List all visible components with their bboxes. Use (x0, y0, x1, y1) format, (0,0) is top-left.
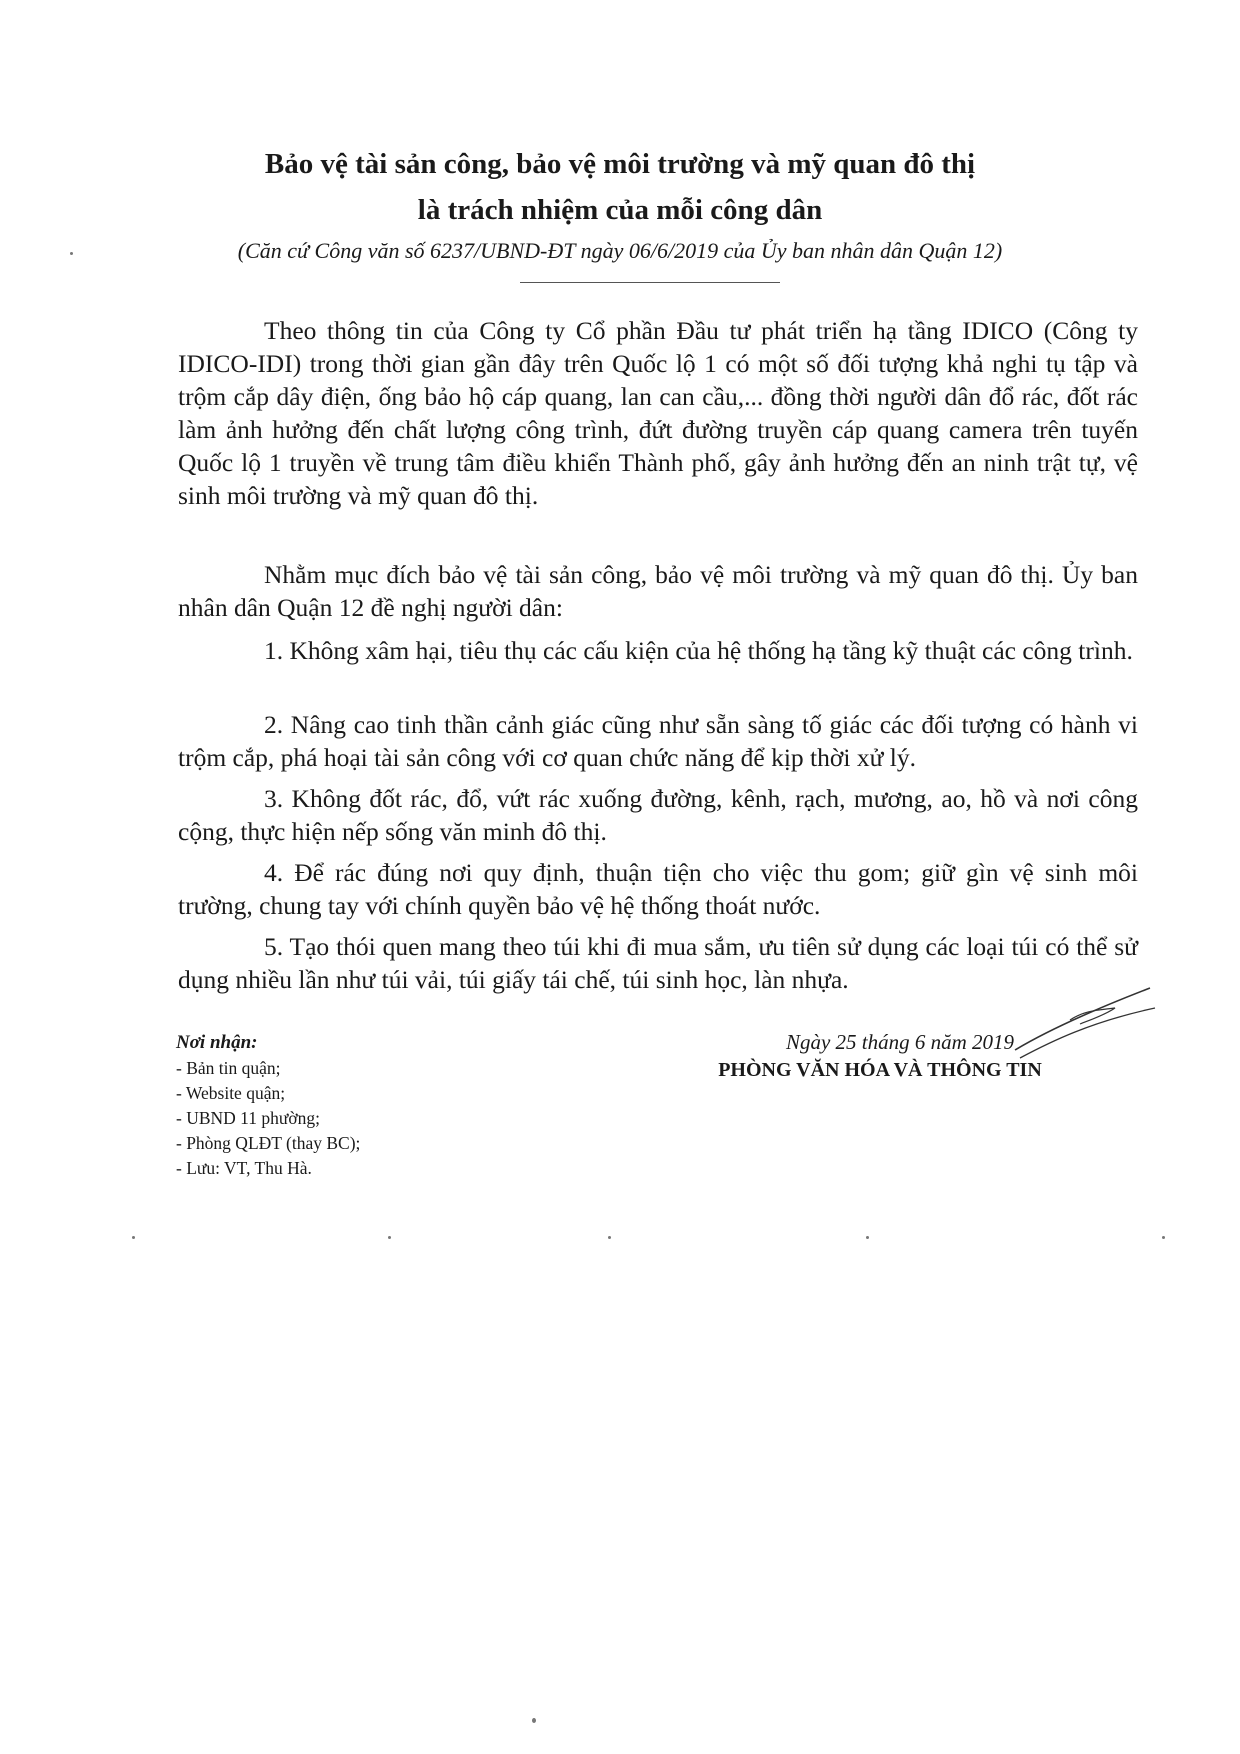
document-title-line-1: Bảo vệ tài sản công, bảo vệ môi trường và mỹ quan đô thị (264, 148, 976, 180)
recipients-block (176, 1030, 576, 1181)
recipient-line: - Phòng QLĐT (thay BC); (176, 1133, 361, 1153)
paragraph-purpose: Nhằm mục đích bảo vệ tài sản công, bảo vệ môi trường và mỹ quan đô thị. Ủy ban nhân dân Quận 12 đề nghị người dân: (178, 560, 1138, 622)
recipient-line: - Lưu: VT, Thu Hà. (176, 1158, 312, 1178)
list-item-2: 2. Nâng cao tinh thần cảnh giác cũng như sẵn sàng tố giác các đối tượng có hành vi trộm cắp, phá hoại tài sản công với cơ quan chức năng để kịp thời xử lý. (178, 710, 1138, 772)
recipient-line: - Website quận; (176, 1083, 286, 1103)
scan-speck (1162, 1236, 1165, 1239)
list-item-5: 5. Tạo thói quen mang theo túi khi đi mua sắm, ưu tiên sử dụng các loại túi có thể sử dụng nhiều lần như túi vải, túi giấy tái chế, túi sinh học, làn nhựa. (178, 932, 1138, 994)
recipients-heading: Nơi nhận: (176, 1032, 258, 1053)
scan-speck (866, 1236, 869, 1239)
handwritten-signature (1010, 980, 1160, 1070)
paragraph-intro: Theo thông tin của Công ty Cổ phần Đầu tư phát triển hạ tầng IDICO (Công ty IDICO-IDI) trong thời gian gần đây trên Quốc lộ 1 có một số đối tượng khả nghi tụ tập và trộm cắp dây điện, ống bảo hộ cáp quang, lan can cầu,... đồng thời người dân đổ rác, đốt rác làm ảnh hưởng đến chất lượng công trình, đứt đường truyền cáp quang camera trên tuyến Quốc lộ 1 truyền về trung tâm điều khiển Thành phố, gây ảnh hưởng đến an ninh trật tự, vệ sinh môi trường và mỹ quan đô thị. (178, 316, 1138, 510)
recipient-line: - UBND 11 phường; (176, 1108, 320, 1128)
document-title-line-2: là trách nhiệm của mỗi công dân (417, 194, 823, 226)
document-subtitle: (Căn cứ Công văn số 6237/UBND-ĐT ngày 06/6/2019 của Ủy ban nhân dân Quận 12) (237, 238, 1003, 263)
scan-speck (608, 1236, 611, 1239)
list-item-1: 1. Không xâm hại, tiêu thụ các cấu kiện của hệ thống hạ tầng kỹ thuật các công trình. (264, 636, 1133, 665)
list-item-4: 4. Để rác đúng nơi quy định, thuận tiện cho việc thu gom; giữ gìn vệ sinh môi trường, chung tay với chính quyền bảo vệ hệ thống thoát nước. (178, 858, 1138, 920)
signature-date: Ngày 25 tháng 6 năm 2019 (785, 1030, 1015, 1054)
scan-speck (132, 1236, 135, 1239)
scan-speck (70, 252, 73, 255)
recipient-line: - Bản tin quận; (176, 1058, 281, 1078)
title-divider (520, 282, 780, 283)
scan-speck (388, 1236, 391, 1239)
scan-speck (532, 1718, 536, 1723)
list-item-3: 3. Không đốt rác, đổ, vứt rác xuống đường, kênh, rạch, mương, ao, hồ và nơi công cộng, thực hiện nếp sống văn minh đô thị. (178, 784, 1138, 846)
signature-organization: PHÒNG VĂN HÓA VÀ THÔNG TIN (718, 1059, 1042, 1081)
